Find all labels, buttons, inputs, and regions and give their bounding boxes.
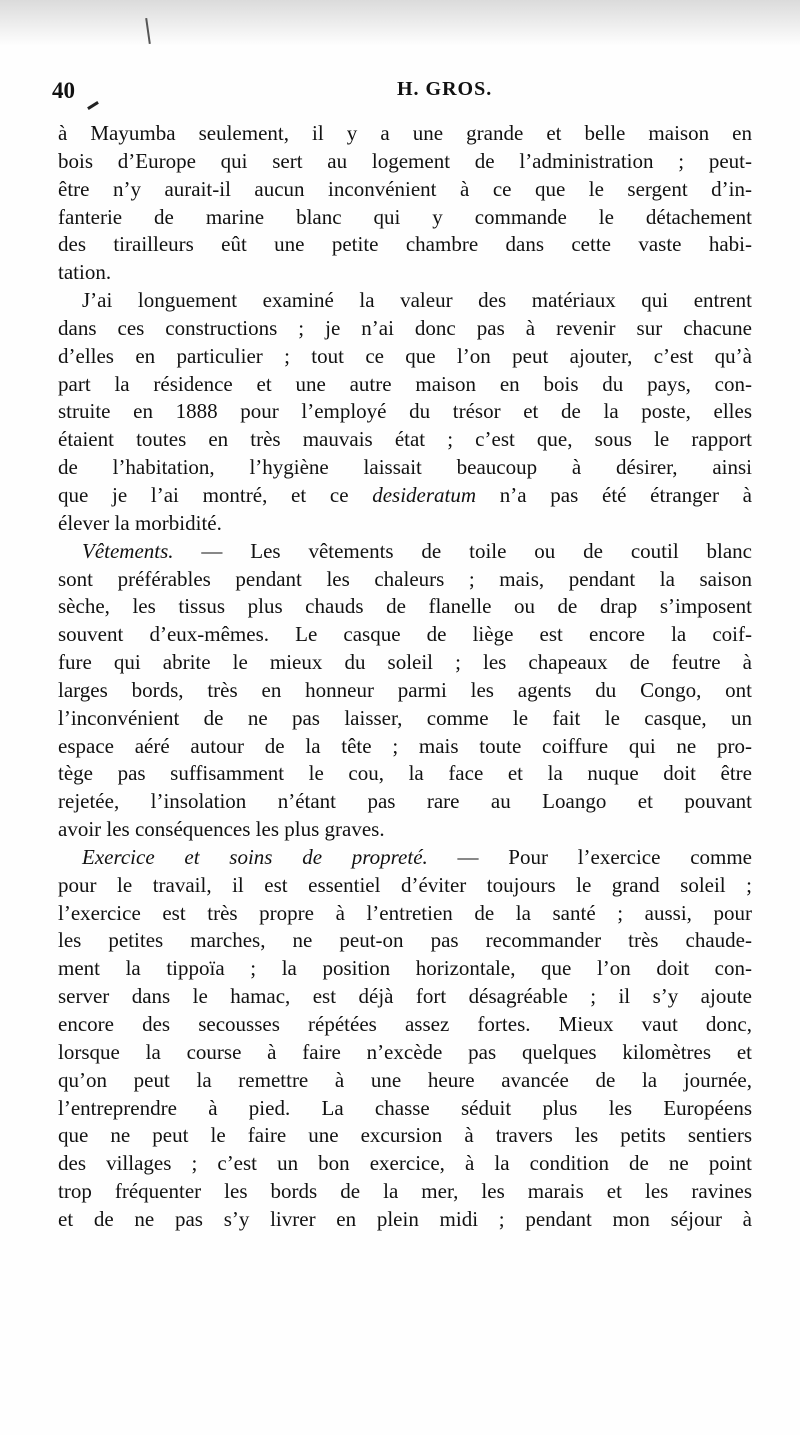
text-run: à Mayumba seulement, il y a une grande et belle maison en [58, 121, 752, 145]
text-line [58, 1011, 752, 1039]
text-line [58, 315, 752, 343]
text-run: tège pas suffisamment le cou, la face et la nuque doit être [58, 761, 752, 786]
text-run: pour le travail, il est essentiel d’éviter toujours le grand soleil ; [58, 872, 752, 897]
text-run: n’a pas été étranger à [476, 482, 752, 507]
text-line [58, 1095, 752, 1123]
text-line [58, 649, 752, 677]
text-line [58, 120, 752, 148]
text-run: élever la morbidité. [58, 510, 222, 535]
text-run: — Pour l’exercice comme [427, 844, 752, 869]
text-line [58, 900, 752, 928]
text-run: être n’y aurait-il aucun inconvénient à ce que le sergent d’in- [58, 176, 752, 201]
text-run: bois d’Europe qui sert au logement de l’administration ; peut- [58, 148, 752, 173]
text-line [58, 1067, 752, 1095]
text-run: sèche, les tissus plus chauds de flanelle ou de drap s’imposent [58, 594, 752, 619]
text-run: avoir les conséquences les plus graves. [58, 817, 385, 842]
text-line [58, 927, 752, 955]
text-line [58, 1039, 752, 1067]
text-run: sont préférables pendant les chaleurs ; mais, pendant la saison [58, 566, 752, 591]
text-line [58, 426, 752, 454]
text-line [58, 148, 752, 176]
text-line [58, 287, 752, 315]
text-run: qu’on peut la remettre à une heure avancée de la journée, [58, 1067, 752, 1092]
text-line [58, 510, 752, 538]
text-run: struite en 1888 pour l’employé du trésor et de la poste, elles [58, 399, 752, 424]
text-line [58, 343, 752, 371]
text-line [58, 872, 752, 900]
text-run: l’inconvénient de ne pas laisser, comme le fait le casque, un [58, 705, 752, 730]
text-run: fure qui abrite le mieux du soleil ; les chapeaux de feutre à [58, 650, 752, 675]
scan-shadow [0, 0, 800, 46]
text-run: dans ces constructions ; je n’ai donc pas à revenir sur chacune [58, 315, 752, 340]
text-run: que je l’ai montré, et ce [58, 482, 373, 507]
text-line [58, 176, 752, 204]
text-run: espace aéré autour de la tête ; mais toute coiffure qui ne pro- [58, 733, 752, 758]
body-text [58, 120, 752, 1234]
text-line [58, 398, 752, 426]
text-run: rejetée, l’insolation n’étant pas rare au Loango et pouvant [58, 789, 752, 814]
text-line [58, 1150, 752, 1178]
running-head: H. GROS. [397, 78, 493, 100]
text-line [58, 482, 752, 510]
italic-text: Vêtements. [82, 538, 174, 563]
italic-text: Exercice et soins de propreté. [82, 844, 428, 869]
text-run: fanterie de marine blanc qui y commande le détachement [58, 204, 752, 229]
text-run: d’elles en particulier ; tout ce que l’on peut ajouter, c’est qu’à [58, 343, 752, 368]
text-run: — Les vêtements de toile ou de coutil blanc [173, 538, 752, 563]
text-line [58, 816, 752, 844]
text-run: de l’habitation, l’hygiène laissait beaucoup à désirer, ainsi [58, 455, 752, 480]
text-run: server dans le hamac, est déjà fort désagréable ; il s’y ajoute [58, 984, 752, 1009]
text-run: que ne peut le faire une excursion à travers les petits sentiers [58, 1123, 752, 1148]
text-run: l’entreprendre à pied. La chasse séduit plus les Européens [58, 1095, 752, 1120]
text-line [58, 844, 752, 872]
text-run: l’exercice est très propre à l’entretien de la santé ; aussi, pour [58, 900, 752, 925]
italic-text: desideratum [372, 482, 477, 507]
text-run: tation. [58, 260, 112, 285]
text-run: part la résidence et une autre maison en bois du pays, con- [58, 371, 752, 396]
text-line [58, 955, 752, 983]
text-run: trop fréquenter les bords de la mer, les marais et les ravines [58, 1179, 752, 1204]
text-line [58, 788, 752, 816]
text-line [58, 204, 752, 232]
text-run: des villages ; c’est un bon exercice, à la condition de ne point [58, 1151, 752, 1176]
text-run: étaient toutes en très mauvais état ; c’est que, sous le rapport [58, 427, 752, 452]
text-line [58, 621, 752, 649]
text-line [58, 677, 752, 705]
text-run: les petites marches, ne peut-on pas recommander très chaude- [58, 928, 752, 953]
text-line [58, 259, 752, 287]
page-header [52, 78, 752, 112]
text-line [58, 1122, 752, 1150]
text-line [58, 733, 752, 761]
text-run: souvent d’eux-mêmes. Le casque de liège est encore la coif- [58, 622, 752, 647]
text-run: larges bords, très en honneur parmi les agents du Congo, ont [58, 677, 752, 702]
text-run: des tirailleurs eût une petite chambre dans cette vaste habi- [58, 232, 752, 257]
text-line [58, 538, 752, 566]
text-line [58, 593, 752, 621]
text-line [58, 983, 752, 1011]
text-line [58, 566, 752, 594]
text-line [58, 1206, 752, 1234]
text-run: J’ai longuement examiné la valeur des matériaux qui entrent [82, 288, 752, 313]
text-line [58, 454, 752, 482]
text-line [58, 371, 752, 399]
text-line [58, 1178, 752, 1206]
text-run: lorsque la course à faire n’excède pas quelques kilomètres et [58, 1039, 752, 1064]
page-number: 40 [52, 78, 75, 103]
text-line [58, 231, 752, 259]
text-line [58, 760, 752, 788]
text-run: encore des secousses répétées assez fortes. Mieux vaut donc, [58, 1012, 752, 1036]
text-line [58, 705, 752, 733]
text-run: ment la tippoïa ; la position horizontale, que l’on doit con- [58, 956, 752, 981]
text-run: et de ne pas s’y livrer en plein midi ; pendant mon séjour à [58, 1206, 752, 1231]
